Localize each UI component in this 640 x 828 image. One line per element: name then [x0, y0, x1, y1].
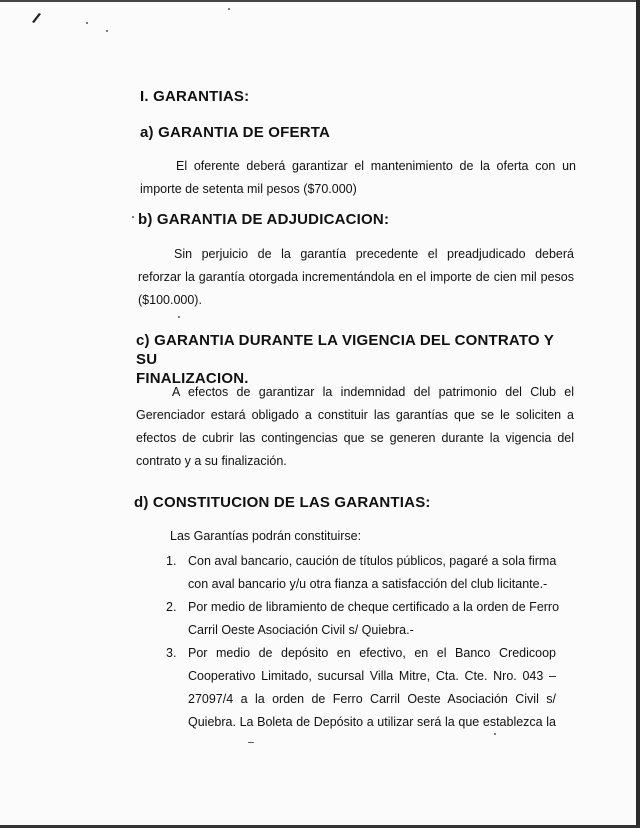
- list-item-line: Por medio de depósito en efectivo, en el Banco Credicoop: [188, 646, 556, 660]
- scan-speck: [106, 30, 108, 32]
- scan-speck: [228, 8, 230, 10]
- list-item: [166, 596, 560, 642]
- scan-edge-top: [0, 0, 640, 2]
- list-item-line: Cooperativo Limitado, sucursal Villa Mitre, Cta. Cte. Nro. 043 –: [188, 669, 556, 683]
- list-item-line: con aval bancario y/u otra fianza a satisfacción del club licitante.-: [188, 577, 548, 591]
- heading-constitucion-garantias: d) CONSTITUCION DE LAS GARANTIAS:: [134, 494, 431, 511]
- paragraph-line: El oferente deberá garantizar el mantenimiento de la oferta con un: [176, 159, 576, 173]
- paragraph-line: contrato y a su finalización.: [136, 454, 287, 468]
- scan-mark-icon: [30, 10, 44, 24]
- list-item-number: 2.: [166, 600, 177, 614]
- section-title: I. GARANTIAS:: [140, 88, 250, 105]
- list-item-line: Quiebra. La Boleta de Depósito a utilizar será la que establezca la: [188, 715, 556, 729]
- paragraph-garantia-vigencia: [136, 381, 574, 473]
- paragraph-line: A efectos de garantizar la indemnidad del patrimonio del Club el: [172, 385, 574, 399]
- paragraph-line: reforzar la garantía otorgada incrementándola en el importe de cien mil pesos: [138, 270, 574, 284]
- scan-speck: [132, 216, 134, 218]
- list-item-number: 3.: [166, 646, 177, 660]
- list-item-number: 1.: [166, 554, 177, 568]
- heading-garantia-oferta: a) GARANTIA DE OFERTA: [140, 124, 331, 141]
- scan-speck: [248, 742, 254, 743]
- paragraph-garantia-adjudicacion: [138, 243, 574, 312]
- list-item-line: Por medio de libramiento de cheque certificado a la orden de Ferro: [188, 600, 560, 614]
- heading-garantia-vigencia: [136, 331, 576, 388]
- paragraph-line: importe de setenta mil pesos ($70.000): [140, 182, 357, 196]
- list-item-line: Con aval bancario, caución de títulos públicos, pagaré a sola firma: [188, 554, 557, 568]
- paragraph-line: ($100.000).: [138, 293, 202, 307]
- scan-edge-right: [636, 0, 640, 828]
- paragraph-garantia-oferta: [140, 155, 576, 201]
- guarantee-methods-list: [166, 550, 560, 734]
- list-intro: [170, 525, 570, 548]
- scan-speck: [86, 22, 88, 24]
- heading-line: FINALIZACION.: [136, 370, 249, 387]
- paragraph-line: Sin perjuicio de la garantía precedente el preadjudicado deberá: [174, 247, 574, 261]
- heading-garantia-adjudicacion: b) GARANTIA DE ADJUDICACION:: [138, 211, 390, 228]
- paragraph-line: efectos de cubrir las contingencias que se generen durante la vigencia del: [136, 431, 574, 445]
- heading-line: c) GARANTIA DURANTE LA VIGENCIA DEL CONTRATO Y SU: [136, 332, 554, 368]
- paragraph-line: Las Garantías podrán constituirse:: [170, 529, 362, 543]
- scan-speck: [178, 316, 180, 318]
- paragraph-line: Gerenciador estará obligado a constituir las garantías que se le soliciten a: [136, 408, 574, 422]
- list-item-line: 27097/4 a la orden de Ferro Carril Oeste Asociación Civil s/: [188, 692, 556, 706]
- list-item-line: Carril Oeste Asociación Civil s/ Quiebra.-: [188, 623, 414, 637]
- list-item: [166, 642, 556, 734]
- list-item: [166, 550, 556, 596]
